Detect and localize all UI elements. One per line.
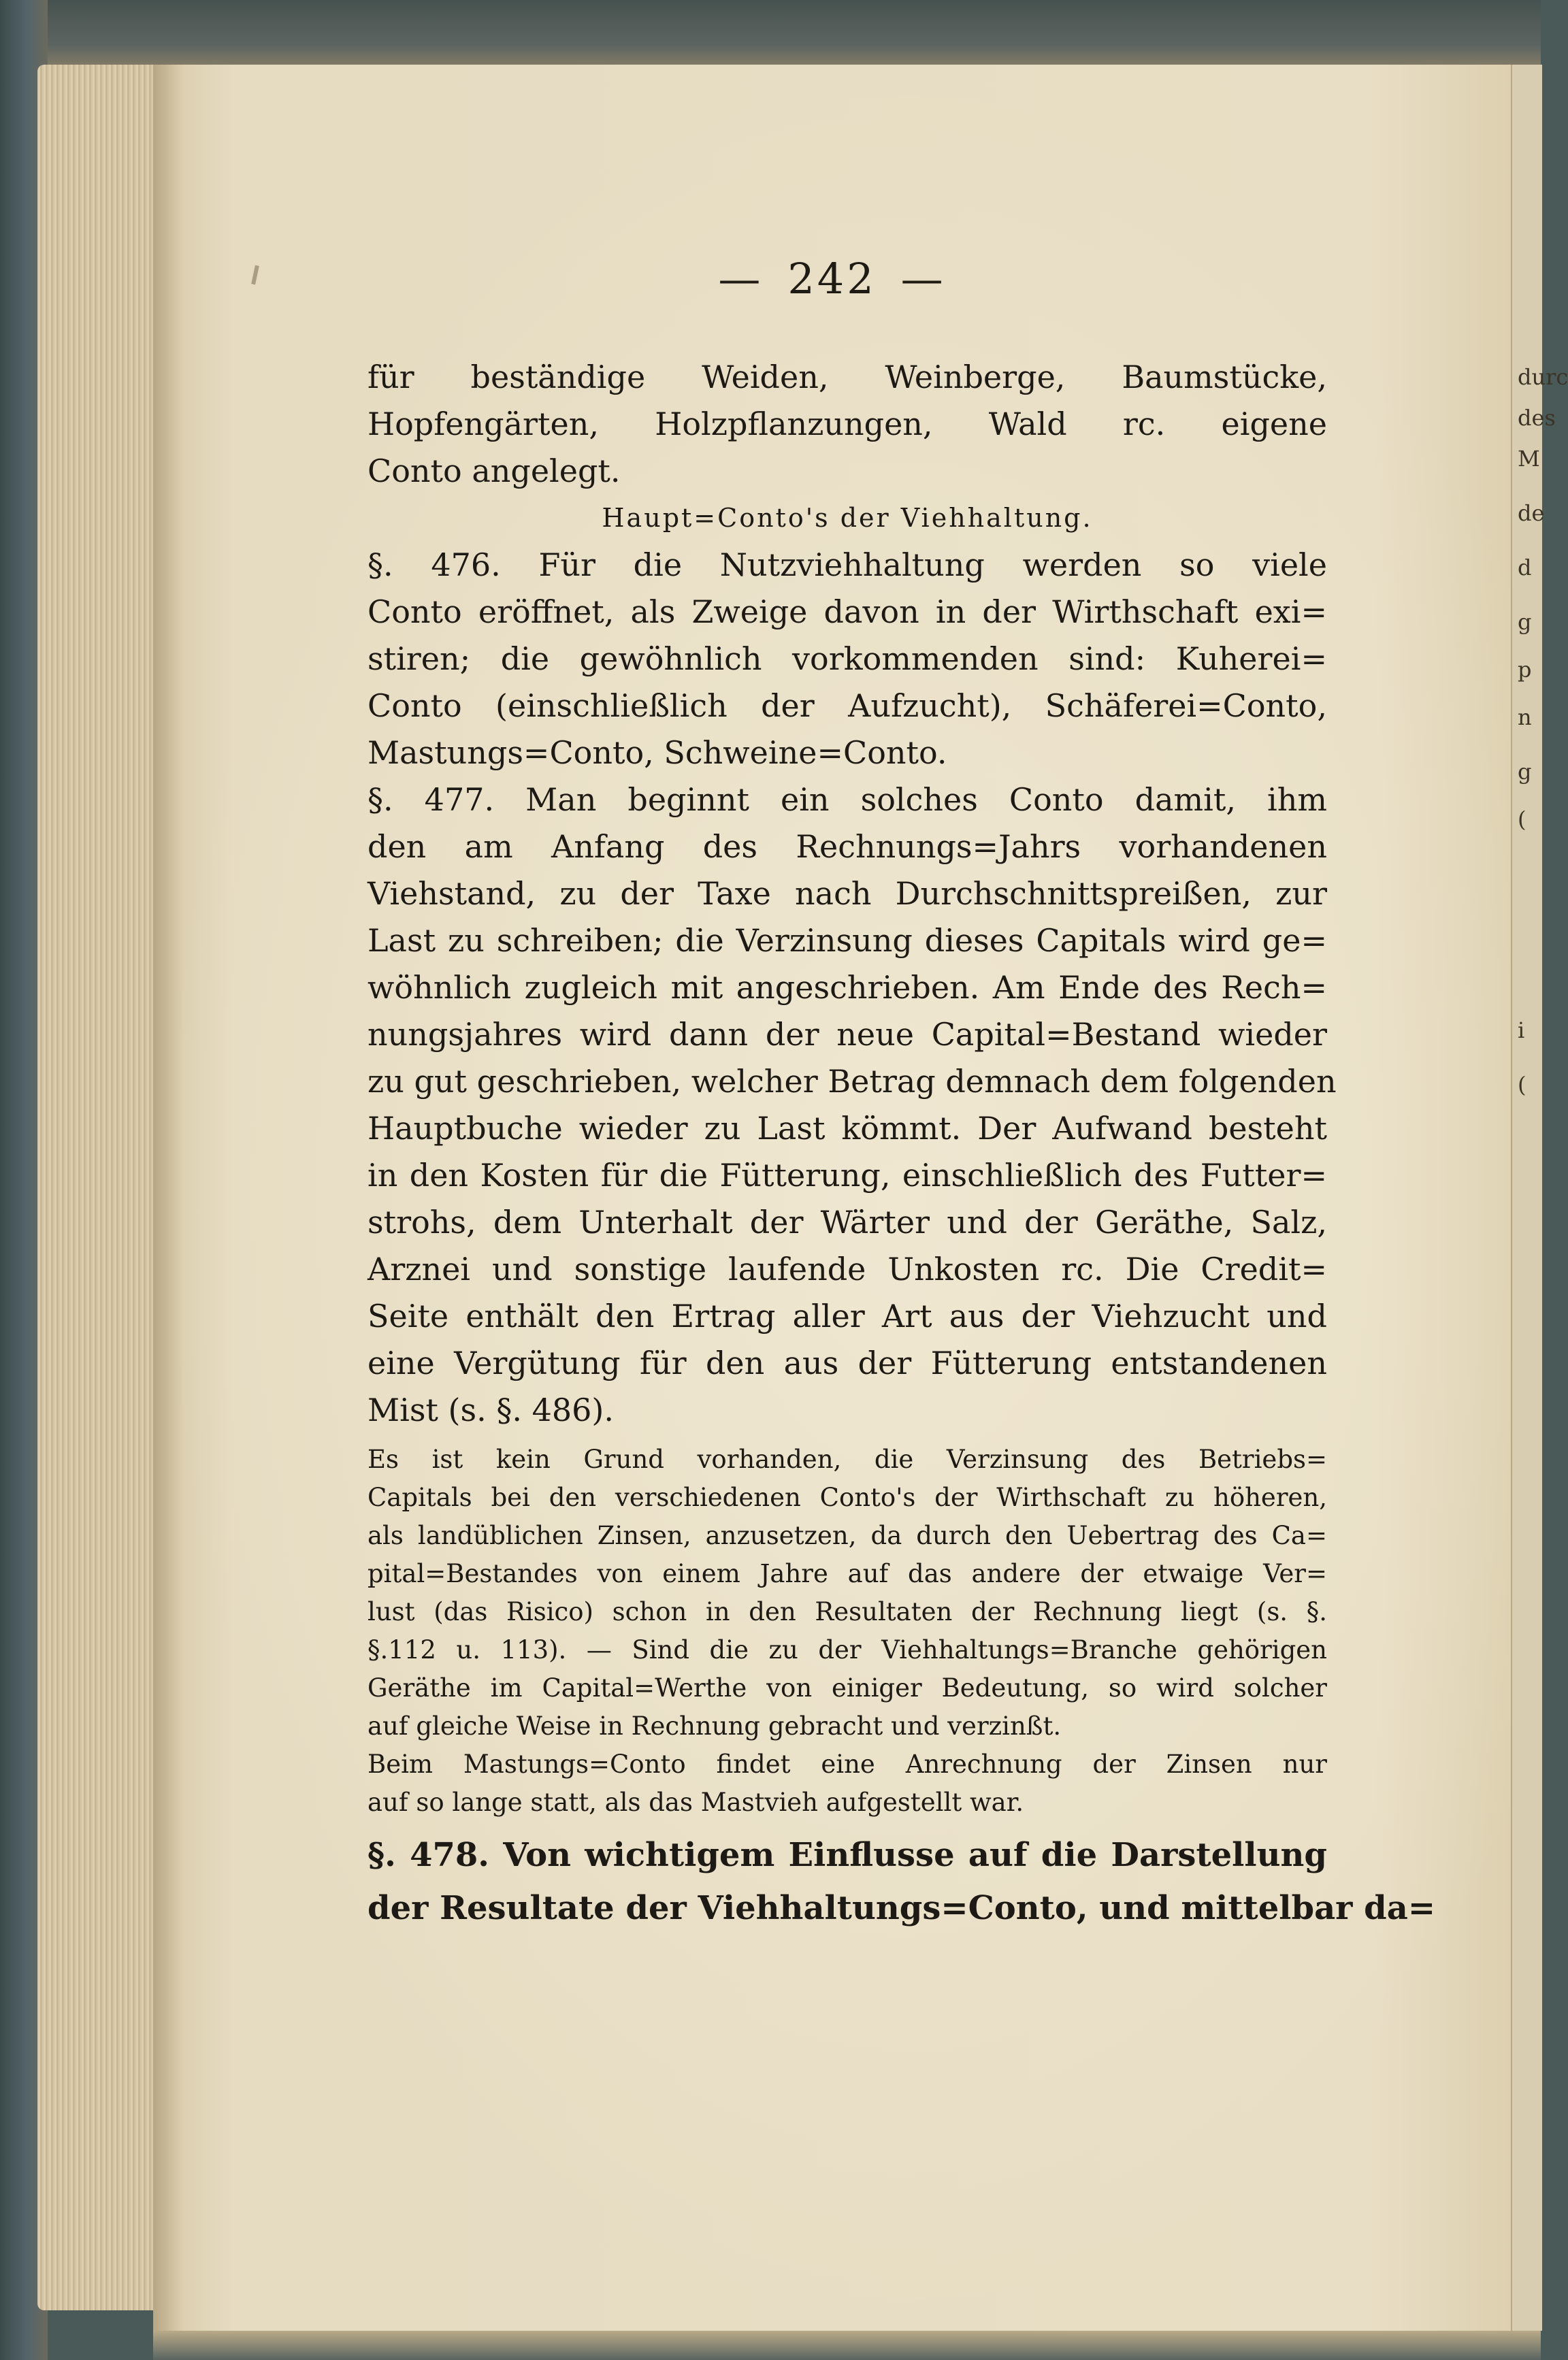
section-heading: Haupt=Conto's der Viehhaltung. [602, 503, 1093, 533]
page-number-header [153, 254, 1511, 304]
text-line: stiren; die gewöhnlich vorkommenden sind: Kuherei= [368, 640, 1327, 677]
note-line: Geräthe im Capital=Werthe von einiger Bedeutung, so wird solcher [368, 1673, 1327, 1703]
note-line: auf gleiche Weise in Rechnung gebracht und verzinßt. [368, 1711, 1062, 1741]
text-line: Mastungs=Conto, Schweine=Conto. [368, 734, 947, 771]
paragraph-478-line: §. 478. Von wichtigem Einflusse auf die Darstellung [368, 1836, 1327, 1874]
note-line: §.112 u. 113). — Sind die zu der Viehhaltungs=Branche gehörigen [368, 1635, 1327, 1665]
note-line: Beim Mastungs=Conto findet eine Anrechnung der Zinsen nur [368, 1750, 1327, 1779]
text-line: der Resultate der Viehhaltungs=Conto, und mittelbar da= [368, 1889, 1436, 1927]
margin-fragment: g [1518, 759, 1532, 785]
adjacent-page-strip [1511, 65, 1568, 2331]
note-line: pital=Bestandes von einem Jahre auf das andere der etwaige Ver= [368, 1559, 1327, 1588]
margin-fragment: p [1518, 657, 1532, 683]
text-line: eine Vergütung für den aus der Fütterung entstandenen [368, 1345, 1327, 1381]
margin-fragment: M [1518, 446, 1540, 472]
text-line: strohs, dem Unterhalt der Wärter und der Geräthe, Salz, [368, 1204, 1327, 1241]
text-line: Mist (s. §. 486). [368, 1392, 614, 1428]
text-line: für beständige Weiden, Weinberge, Baumstücke, [368, 359, 1327, 395]
text-line: Last zu schreiben; die Verzinsung dieses Capitals wird ge= [368, 922, 1327, 959]
margin-fragment: des [1518, 405, 1556, 431]
margin-fragment: durc [1518, 364, 1568, 390]
margin-fragment: i [1518, 1017, 1525, 1043]
text-line: Conto (einschließlich der Aufzucht), Schäferei=Conto, [368, 687, 1327, 724]
text-line: Viehstand, zu der Taxe nach Durchschnittspreißen, zur [368, 875, 1327, 912]
margin-fragment: de [1518, 500, 1545, 526]
text-line: Hauptbuche wieder zu Last kömmt. Der Aufwand besteht [368, 1110, 1327, 1147]
body-text [368, 354, 1436, 1935]
note-line: auf so lange statt, als das Mastvieh aufgestellt war. [368, 1788, 1024, 1817]
note-line: als landüblichen Zinsen, anzusetzen, da durch den Uebertrag des Ca= [368, 1521, 1327, 1550]
margin-fragment: n [1518, 704, 1532, 730]
page-number-dash-left: — [718, 254, 764, 304]
text-line: in den Kosten für die Fütterung, einschließlich des Futter= [368, 1157, 1327, 1194]
note-line: Capitals bei den verschiedenen Conto's der Wirthschaft zu höheren, [368, 1483, 1327, 1512]
note-line: lust (das Risico) schon in den Resultaten der Rechnung liegt (s. §. [368, 1597, 1327, 1626]
margin-fragment: ( [1518, 806, 1526, 832]
page-number-dash-right: — [900, 254, 946, 304]
margin-fragment: d [1518, 555, 1532, 580]
book-cover-top [0, 0, 1541, 65]
margin-fragment: g [1518, 609, 1532, 635]
paragraph-477-line: §. 477. Man beginnt ein solches Conto damit, ihm [368, 781, 1327, 818]
text-line: wöhnlich zugleich mit angeschrieben. Am Ende des Rech= [368, 969, 1327, 1006]
text-line: Hopfengärten, Holzpflanzungen, Wald rc. eigene [368, 406, 1327, 442]
page-number: 242 [787, 254, 877, 304]
margin-fragment: ( [1518, 1072, 1526, 1098]
page-edges [37, 65, 157, 2310]
text-line: Arznei und sonstige laufende Unkosten rc. Die Credit= [368, 1251, 1327, 1288]
text-line: nungsjahres wird dann der neue Capital=Bestand wieder [368, 1016, 1327, 1053]
note-line: Es ist kein Grund vorhanden, die Verzinsung des Betriebs= [368, 1445, 1327, 1474]
text-line: Conto eröffnet, als Zweige davon in der Wirthschaft exi= [368, 593, 1327, 630]
text-line: zu gut geschrieben, welcher Betrag demnach dem folgenden [368, 1063, 1337, 1100]
paragraph-476-line: §. 476. Für die Nutzviehhaltung werden so viele [368, 546, 1327, 583]
text-line: Conto angelegt. [368, 453, 621, 489]
text-line: den am Anfang des Rechnungs=Jahrs vorhandenen [368, 828, 1327, 865]
text-line: Seite enthält den Ertrag aller Art aus der Viehzucht und [368, 1298, 1327, 1334]
book-bottom-edge [153, 2331, 1541, 2360]
gutter-shadow [153, 65, 184, 2331]
